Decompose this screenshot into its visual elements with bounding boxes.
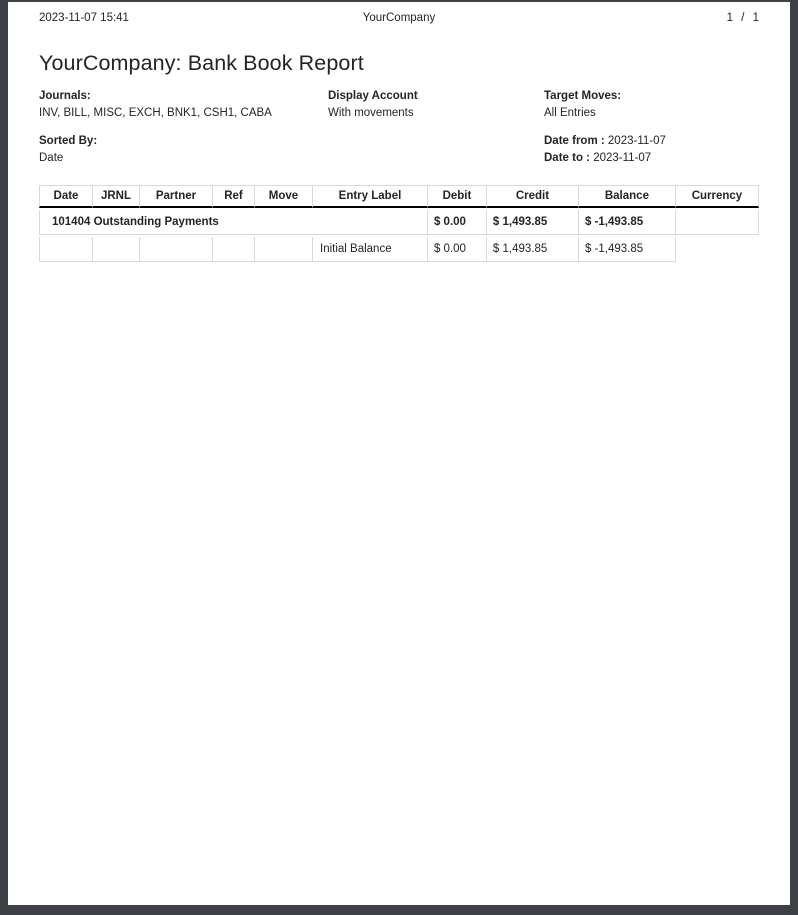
table-row bbox=[39, 237, 759, 262]
column-header-credit: Credit bbox=[486, 185, 578, 208]
journals-value: INV, BILL, MISC, EXCH, BNK1, CSH1, CABA bbox=[39, 107, 272, 119]
column-header-date: Date bbox=[39, 185, 92, 208]
date-to-line bbox=[544, 152, 759, 164]
running-header bbox=[39, 2, 759, 24]
bank-book-table bbox=[39, 183, 759, 264]
column-header-balance: Balance bbox=[578, 185, 675, 208]
column-header-entry-label: Entry Label bbox=[312, 185, 427, 208]
cell-move bbox=[254, 237, 312, 262]
display-account-block bbox=[328, 90, 544, 119]
account-currency bbox=[675, 210, 759, 235]
cell-entry-label: Initial Balance bbox=[312, 237, 427, 262]
sorted-by-block bbox=[39, 135, 328, 169]
date-from-value: 2023-11-07 bbox=[607, 135, 666, 147]
target-moves-block bbox=[544, 90, 759, 119]
column-header-ref: Ref bbox=[212, 185, 254, 208]
cell-date bbox=[39, 237, 92, 262]
filter-spacer bbox=[328, 135, 544, 169]
column-header-debit: Debit bbox=[427, 185, 486, 208]
date-from-line bbox=[544, 135, 759, 147]
account-summary-row bbox=[39, 210, 759, 235]
display-account-label: Display Account bbox=[328, 90, 418, 102]
sorted-by-value: Date bbox=[39, 152, 64, 164]
cell-ref bbox=[212, 237, 254, 262]
page-number: 1 / 1 bbox=[726, 12, 759, 24]
cell-currency bbox=[675, 237, 759, 262]
page-title: YourCompany: Bank Book Report bbox=[39, 51, 364, 75]
display-account-value: With movements bbox=[328, 107, 414, 119]
journals-block bbox=[39, 90, 328, 119]
cell-partner bbox=[139, 237, 212, 262]
filter-row-1 bbox=[39, 90, 759, 119]
journals-label: Journals: bbox=[39, 90, 91, 102]
filter-row-2 bbox=[39, 135, 759, 169]
cell-debit: $ 0.00 bbox=[427, 237, 486, 262]
date-from-label: Date from : bbox=[544, 135, 605, 147]
column-header-jrnl: JRNL bbox=[92, 185, 139, 208]
target-moves-value: All Entries bbox=[544, 107, 596, 119]
table-header-row bbox=[39, 185, 759, 208]
date-to-label: Date to : bbox=[544, 152, 590, 164]
company-name: YourCompany bbox=[362, 12, 436, 24]
account-balance: $ -1,493.85 bbox=[578, 210, 675, 235]
column-header-move: Move bbox=[254, 185, 312, 208]
sorted-by-label: Sorted By: bbox=[39, 135, 98, 147]
date-range-block bbox=[544, 135, 759, 169]
print-timestamp: 2023-11-07 15:41 bbox=[39, 12, 129, 24]
date-to-value: 2023-11-07 bbox=[593, 152, 652, 164]
target-moves-label: Target Moves: bbox=[544, 90, 622, 102]
column-header-currency: Currency bbox=[675, 185, 759, 208]
account-name: 101404 Outstanding Payments bbox=[39, 210, 427, 235]
column-header-partner: Partner bbox=[139, 185, 212, 208]
report-page bbox=[8, 2, 790, 905]
account-debit: $ 0.00 bbox=[427, 210, 486, 235]
account-credit: $ 1,493.85 bbox=[486, 210, 578, 235]
cell-jrnl bbox=[92, 237, 139, 262]
cell-credit: $ 1,493.85 bbox=[486, 237, 578, 262]
cell-balance: $ -1,493.85 bbox=[578, 237, 675, 262]
